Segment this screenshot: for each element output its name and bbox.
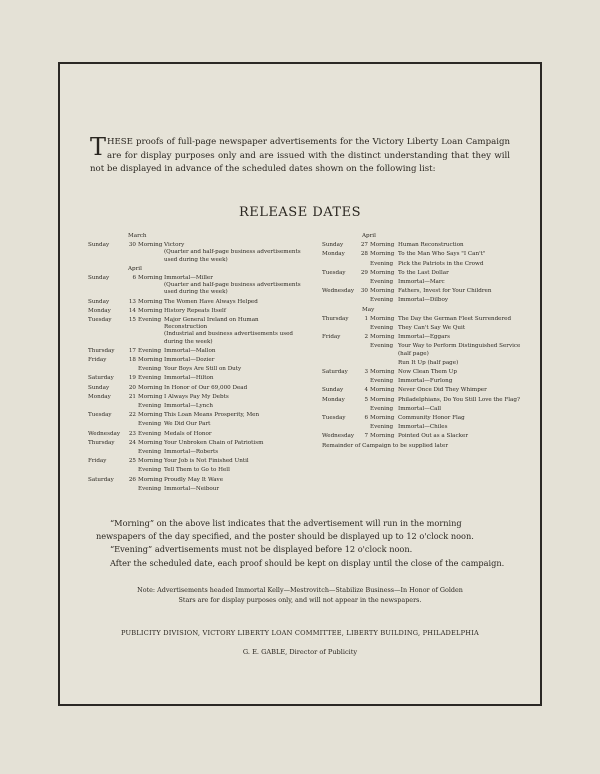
- entry-day: Friday: [322, 334, 341, 341]
- entry-title: Immortal—Mallon: [164, 347, 216, 354]
- entry-date: 6: [364, 415, 368, 422]
- entry-title: Your Job is Not Finished Until: [164, 458, 249, 465]
- entry-title: Immortal—Eggars: [398, 334, 450, 341]
- entry-day: Thursday: [88, 439, 115, 446]
- entry-day: [322, 406, 356, 413]
- entry-date: [126, 486, 138, 493]
- entry-date: 17: [128, 347, 136, 354]
- left-schedule-column: [88, 232, 303, 495]
- entry-time: Morning: [138, 393, 163, 400]
- entry-day: Wednesday: [322, 288, 355, 295]
- publicity-footer: PUBLICITY DIVISION, VICTORY LIBERTY LOAN COMMITTEE, LIBERTY BUILDING, PHILADELPHIA: [121, 629, 479, 637]
- entry-title: Immortal—Furlong: [398, 378, 453, 385]
- entry-title: Immortal—Dozier: [164, 357, 215, 364]
- entry-title: Community Honor Flag: [398, 415, 465, 422]
- entry-date: 20: [128, 384, 136, 391]
- entry-time: Morning: [138, 458, 163, 465]
- entry-title: History Repeats Itself: [164, 307, 226, 314]
- entry-day: Tuesday: [88, 412, 112, 419]
- schedule-entry: [88, 348, 303, 355]
- schedule-entry: [88, 431, 303, 438]
- entry-title: To the Last Dollar: [398, 269, 449, 276]
- schedule-entry: [88, 317, 303, 346]
- entry-day: Sunday: [88, 242, 110, 249]
- entry-day: [322, 325, 356, 332]
- entry-time: Morning: [138, 439, 163, 446]
- entry-date: [356, 325, 370, 332]
- schedule-entry: [88, 467, 303, 474]
- entry-title: Medals of Honor: [164, 430, 212, 437]
- entry-title: The Day the German Fleet Surrendered: [398, 315, 512, 322]
- entry-day: [88, 366, 126, 373]
- entry-day: [88, 403, 126, 410]
- month-label: April: [128, 265, 142, 272]
- entry-day: Tuesday: [322, 269, 346, 276]
- entry-day: Saturday: [88, 375, 114, 382]
- entry-title: The Women Have Always Helped: [164, 298, 258, 305]
- schedule-entry: [322, 433, 522, 440]
- entry-day: [322, 261, 356, 268]
- entry-day: Monday: [88, 307, 111, 314]
- schedule-entry: [88, 486, 303, 493]
- entry-time: Morning: [138, 307, 163, 314]
- schedule-list: [88, 275, 303, 493]
- entry-day: [322, 343, 356, 357]
- entry-title: Immortal—Marc: [398, 279, 445, 286]
- entry-day: Friday: [88, 458, 107, 465]
- entry-day: Tuesday: [88, 317, 112, 324]
- entry-day: Sunday: [88, 275, 110, 282]
- entry-title: Never Once Did They Whimper: [398, 387, 487, 394]
- entry-day: Monday: [322, 251, 345, 258]
- entry-title: Immortal—Dilboy: [398, 297, 448, 304]
- entry-note: (Quarter and half-page business advertisements used during the week): [164, 249, 301, 263]
- schedule-entry: [88, 242, 303, 264]
- schedule-entry: [322, 424, 522, 431]
- entry-date: 27: [360, 242, 368, 249]
- entry-day: [88, 486, 126, 493]
- entry-time: Morning: [370, 415, 395, 422]
- schedule-list: [88, 242, 303, 264]
- entry-time: Evening: [370, 378, 394, 385]
- schedule-entry: [88, 421, 303, 428]
- schedule-entry: [88, 308, 303, 315]
- entry-day: [88, 467, 126, 474]
- schedule-list: [322, 316, 522, 441]
- entry-time: Morning: [370, 269, 395, 276]
- schedule-entry: [322, 397, 522, 404]
- entry-title: Your Unbroken Chain of Patriotism: [164, 439, 264, 446]
- month-label: May: [362, 306, 375, 313]
- schedule-entry: [88, 357, 303, 364]
- entry-time: Evening: [138, 366, 162, 373]
- entry-time: Morning: [138, 275, 163, 282]
- entry-title: To the Man Who Says "I Can't": [398, 251, 486, 258]
- entry-time: Morning: [370, 433, 395, 440]
- entry-title: Victory: [164, 242, 185, 249]
- entry-date: 4: [364, 387, 368, 394]
- schedule-entry: [88, 299, 303, 306]
- entry-date: 23: [128, 430, 136, 437]
- entry-title: I Always Pay My Debts: [164, 393, 229, 400]
- schedule-entry: [322, 360, 522, 367]
- entry-day: Thursday: [322, 315, 349, 322]
- entry-title: Immortal—Chiles: [398, 424, 448, 431]
- entry-day: Wednesday: [88, 430, 121, 437]
- entry-time: Morning: [370, 315, 395, 322]
- entry-day: [322, 297, 356, 304]
- schedule-entry: [88, 366, 303, 373]
- entry-date: 30: [360, 288, 368, 295]
- entry-title: Philadelphians, Do You Still Love the Flag?: [398, 396, 520, 403]
- entry-title: Immortal—Lynch: [164, 403, 213, 410]
- entry-date: [126, 366, 138, 373]
- schedule-entry: [322, 378, 522, 385]
- drop-cap: T: [90, 133, 107, 161]
- entry-time: Morning: [370, 334, 395, 341]
- entry-time: Evening: [138, 449, 162, 456]
- entry-time: Morning: [138, 242, 163, 249]
- entry-date: [356, 279, 370, 286]
- schedule-entry: [322, 261, 522, 268]
- month-label: March: [128, 233, 147, 239]
- entry-day: [322, 360, 356, 367]
- entry-date: [356, 406, 370, 413]
- entry-note: (Quarter and half-page business advertisements used during the week): [164, 282, 301, 296]
- schedule-entry: [322, 334, 522, 341]
- entry-time: Morning: [370, 288, 395, 295]
- month-label: April: [362, 233, 376, 239]
- schedule-entry: [322, 325, 522, 332]
- entry-title: Tell Them to Go to Hell: [164, 467, 230, 474]
- entry-date: 29: [360, 269, 368, 276]
- entry-date: [356, 343, 370, 357]
- schedule-entry: [322, 387, 522, 394]
- entry-day: Wednesday: [322, 433, 355, 440]
- release-dates-heading: RELEASE DATES: [239, 205, 361, 220]
- entry-date: 22: [128, 412, 136, 419]
- schedule-entry: [88, 412, 303, 419]
- schedule-entry: [88, 375, 303, 382]
- entry-time: Evening: [370, 424, 394, 431]
- entry-date: [126, 449, 138, 456]
- entry-day: Monday: [88, 393, 111, 400]
- entry-title: In Honor of Our 69,000 Dead: [164, 384, 248, 391]
- entry-date: 3: [364, 369, 368, 376]
- entry-title: Immortal—Call: [398, 405, 442, 412]
- entry-date: 6: [132, 275, 136, 282]
- entry-time: Evening: [370, 325, 394, 332]
- entry-time: Evening: [138, 403, 162, 410]
- entry-time: Morning: [370, 242, 395, 249]
- schedule-list: [322, 242, 522, 304]
- schedule-entry: [88, 440, 303, 447]
- entry-day: Tuesday: [322, 415, 346, 422]
- director-line: G. E. GABLE, Director of Publicity: [242, 648, 358, 656]
- schedule-entry: [322, 270, 522, 277]
- entry-day: [322, 279, 356, 286]
- schedule-entry: [88, 275, 303, 297]
- entry-day: Sunday: [322, 242, 344, 249]
- schedule-entry: [322, 279, 522, 286]
- entry-date: 18: [128, 357, 136, 364]
- entry-time: Evening: [370, 279, 394, 286]
- entry-day: [322, 378, 356, 385]
- entry-date: 30: [128, 242, 136, 249]
- entry-title: Pick the Patriots in the Crowd: [398, 260, 484, 267]
- entry-title: Major General Ireland on Human Reconstruction: [164, 317, 259, 331]
- entry-title: Human Reconstruction: [398, 242, 464, 249]
- entry-date: 5: [364, 396, 368, 403]
- schedule-entry: [322, 251, 522, 258]
- entry-title: We Did Our Part: [164, 421, 211, 428]
- schedule-entry: [322, 343, 522, 357]
- entry-time: [370, 360, 398, 367]
- entry-title: Your Way to Perform Distinguished Service (half page): [398, 343, 521, 357]
- entry-time: Morning: [370, 369, 395, 376]
- note-morning: “Morning” on the above list indicates that the advertisement will run in the morning newspapers of the day specified, and the poster should be displayed up to 12 o'clock noon.: [96, 518, 474, 542]
- schedule-entry: [322, 242, 522, 249]
- intro-paragraph: [90, 133, 510, 177]
- entry-time: Morning: [138, 412, 163, 419]
- schedule-entry: [322, 406, 522, 413]
- entry-title: Pointed Out as a Slacker: [398, 433, 468, 440]
- entry-date: 14: [128, 307, 136, 314]
- entry-time: Morning: [370, 396, 395, 403]
- entry-title: Now Clean Them Up: [398, 369, 457, 376]
- entry-time: Evening: [370, 260, 394, 267]
- note-after: After the scheduled date, each proof should be kept on display until the close of the campaign.: [110, 557, 505, 568]
- entry-title: This Loan Means Prosperity, Men: [164, 412, 260, 419]
- entry-date: [356, 378, 370, 385]
- entry-day: [322, 424, 356, 431]
- entry-day: Sunday: [322, 387, 344, 394]
- entry-time: Morning: [370, 387, 395, 394]
- schedule-entry: [322, 288, 522, 295]
- entry-day: Sunday: [88, 384, 110, 391]
- entry-time: Evening: [138, 430, 162, 437]
- entry-time: Evening: [138, 467, 162, 474]
- entry-date: 19: [128, 375, 136, 382]
- entry-date: [356, 424, 370, 431]
- entry-title: They Can't Say We Quit: [398, 325, 466, 332]
- entry-day: Monday: [322, 396, 345, 403]
- entry-date: 1: [364, 315, 368, 322]
- entry-date: 21: [128, 393, 136, 400]
- schedule-entry: [88, 394, 303, 401]
- explanation-notes: [96, 517, 508, 570]
- entry-date: 15: [128, 317, 136, 324]
- entry-title: Fathers, Invest for Your Children: [398, 288, 492, 295]
- entry-title: Immortal—Roberts: [164, 449, 219, 456]
- schedule-entry: [88, 477, 303, 484]
- note-evening: “Evening” advertisements must not be displayed before 12 o'clock noon.: [110, 544, 413, 555]
- entry-date: [356, 297, 370, 304]
- entry-time: Evening: [138, 421, 162, 428]
- entry-date: [126, 403, 138, 410]
- entry-day: Saturday: [88, 476, 114, 483]
- entry-time: Morning: [138, 384, 163, 391]
- remainder-note: Remainder of Campaign to be supplied later: [322, 442, 448, 449]
- schedule-entry: [88, 458, 303, 465]
- entry-time: Morning: [138, 357, 163, 364]
- entry-date: [126, 467, 138, 474]
- schedule-entry: [322, 297, 522, 304]
- entry-day: Sunday: [88, 298, 110, 305]
- schedule-entry: [88, 385, 303, 392]
- advertisement-note: Note: Advertisements headed Immortal Kelly—Mestrovitch—Stabilize Business—In Honor of Golden Stars are for display purposes only, and will not appear in the newspapers.: [137, 586, 463, 604]
- entry-date: 28: [360, 251, 368, 258]
- entry-date: 26: [128, 476, 136, 483]
- entry-date: 24: [128, 439, 136, 446]
- entry-note: (Industrial and business advertisements used during the week): [164, 331, 293, 345]
- entry-date: [356, 261, 370, 268]
- entry-time: Evening: [138, 485, 162, 492]
- entry-title: Immortal—Miller: [164, 275, 213, 282]
- entry-title: Immortal—Neibour: [164, 485, 220, 492]
- entry-time: Evening: [138, 375, 162, 382]
- intro-text: HESE proofs of full-page newspaper advertisements for the Victory Liberty Loan Campaign are for display purposes only and are issued with the distinct understanding that they will not be displayed in advance of the scheduled dates shown on the following list:: [90, 137, 510, 174]
- entry-time: Evening: [370, 405, 394, 412]
- entry-title: Proudly May It Wave: [164, 476, 224, 483]
- entry-date: [356, 360, 370, 367]
- right-schedule-column: [322, 232, 522, 450]
- schedule-entry: [322, 415, 522, 422]
- entry-date: 13: [128, 298, 136, 305]
- schedule-entry: [322, 369, 522, 376]
- entry-time: Evening: [138, 347, 162, 354]
- entry-day: Friday: [88, 357, 107, 364]
- entry-date: 25: [128, 458, 136, 465]
- entry-time: Evening: [370, 297, 394, 304]
- entry-title: Your Boys Are Still on Duty: [164, 366, 242, 373]
- schedule-entry: [88, 449, 303, 456]
- entry-date: 2: [364, 334, 368, 341]
- entry-time: Evening: [138, 317, 162, 324]
- entry-day: Thursday: [88, 347, 115, 354]
- entry-day: [88, 421, 126, 428]
- entry-title: Immortal—Hilton: [164, 375, 214, 382]
- entry-time: Evening: [370, 343, 394, 350]
- entry-day: [88, 449, 126, 456]
- schedule-entry: [322, 316, 522, 323]
- schedule-entry: [88, 403, 303, 410]
- entry-time: Morning: [370, 251, 395, 258]
- entry-time: Morning: [138, 298, 163, 305]
- entry-time: Morning: [138, 476, 163, 483]
- entry-date: 7: [364, 433, 368, 440]
- entry-day: Saturday: [322, 369, 348, 376]
- entry-title: Run It Up (half page): [398, 359, 459, 366]
- entry-date: [126, 421, 138, 428]
